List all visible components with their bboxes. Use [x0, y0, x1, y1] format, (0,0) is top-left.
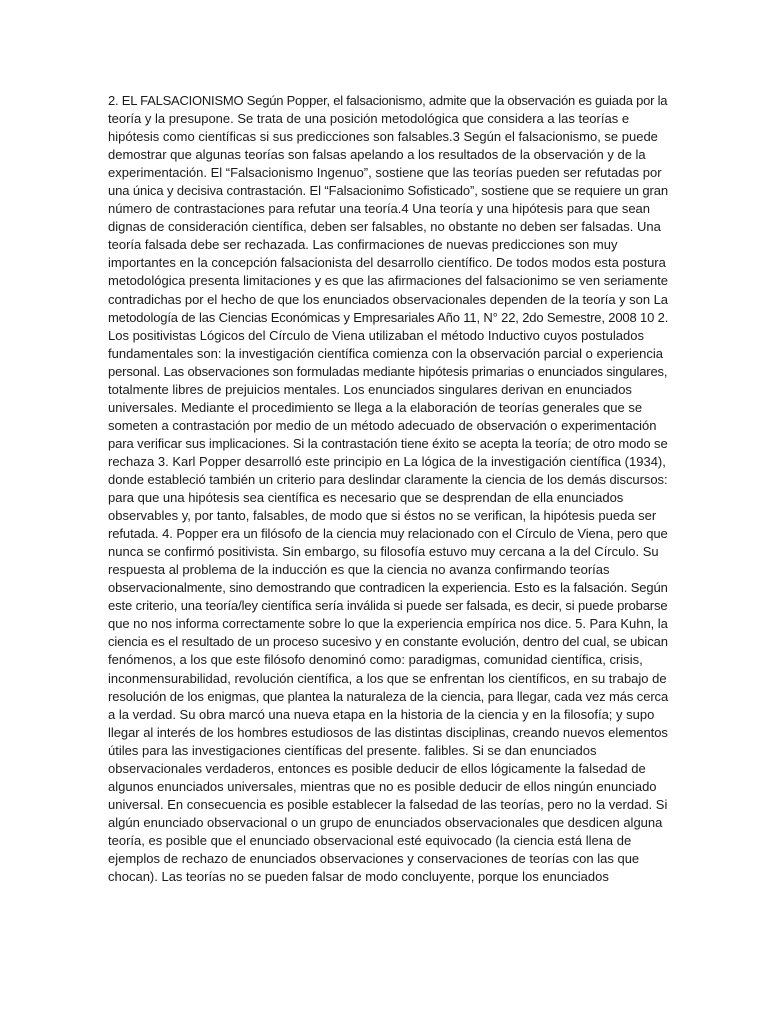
text-line: útiles para las investigaciones científicas del presente. falibles. Si se dan enunciados [108, 742, 597, 758]
text-line: contradichas por el hecho de que los enunciados observacionales dependen de la teoría y son La [108, 291, 668, 307]
text-line: para verificar sus implicaciones. Si la contrastación tiene éxito se acepta la teoría; de otro modo se [108, 435, 668, 451]
text-line: universal. En consecuencia es posible establecer la falsedad de las teorías, pero no la verdad. Si [108, 796, 668, 812]
text-line: una única y decisiva contrastación. El “Falsacionimo Sofisticado”, sostiene que se requiere un gran [108, 183, 669, 199]
text-line: nunca se confirmó positivista. Sin embargo, su filosofía estuvo muy cercana a la del Círculo. Su [108, 544, 659, 560]
text-line: metodológica presenta limitaciones y es que las afirmaciones del falsacionimo se ven seriamente [108, 273, 669, 289]
text-line: metodología de las Ciencias Económicas y Empresariales Año 11, N° 22, 2do Semestre, 2008 10 2. [108, 309, 669, 325]
text-line: experimentación. El “Falsacionismo Ingenuo”, sostiene que las teorías pueden ser refutadas por [108, 165, 662, 181]
text-line: donde estableció también un criterio para deslindar claramente la ciencia de los demás discursos: [108, 471, 668, 487]
text-line: universales. Mediante el procedimiento se llega a la elaboración de teorías generales que se [108, 399, 643, 415]
text-line: número de contrastaciones para refutar una teoría.4 Una teoría y una hipótesis para que sean [108, 201, 651, 217]
text-line: dignas de consideración científica, deben ser falsables, no obstante no deben ser falsadas. Una [108, 219, 661, 235]
text-line: que no nos informa correctamente sobre lo que la experiencia empírica nos dice. 5. Para Kuhn, la [108, 616, 668, 632]
text-line: respuesta al problema de la inducción es que la ciencia no avanza confirmando teorías [108, 562, 610, 578]
text-line: teoría, es posible que el enunciado observacional esté equivocado (la ciencia está llena de [108, 832, 632, 848]
text-line: personal. Las observaciones son formuladas mediante hipótesis primarias o enunciados singulares, [108, 363, 668, 379]
text-line: ciencia es el resultado de un proceso sucesivo y en constante evolución, dentro del cual, se ubican [108, 634, 668, 650]
text-line: observacionalmente, sino demostrando que contradicen la experiencia. Esto es la falsación. Según [108, 580, 668, 596]
text-line: ejemplos de rechazo de enunciados observaciones y conservaciones de teorías con las que [108, 850, 640, 866]
text-line: algunos enunciados universales, mientras que no es posible deducir de ellos ningún enunciado [108, 778, 657, 794]
text-line: a la verdad. Su obra marcó una nueva etapa en la historia de la ciencia y en la filosofía; y supo [108, 706, 655, 722]
text-line: chocan). Las teorías no se pueden falsar de modo concluyente, porque los enunciados [108, 869, 609, 885]
text-line: hipótesis como científicas si sus predicciones son falsables.3 Según el falsacionismo, se puede [108, 129, 658, 145]
text-line: llegar al interés de los hombres estudiosos de las distintas disciplinas, creando nuevos elementos [108, 724, 668, 740]
text-line: Los positivistas Lógicos del Círculo de Viena utilizaban el método Inductivo cuyos postulados [108, 327, 644, 343]
text-line: refutada. 4. Popper era un filósofo de la ciencia muy relacionado con el Círculo de Viena, pero que [108, 526, 668, 542]
text-line: rechaza 3. Karl Popper desarrolló este principio en La lógica de la investigación científica (1934), [108, 453, 666, 469]
text-line: observacionales verdaderos, entonces es posible deducir de ellos lógicamente la falsedad de [108, 760, 646, 776]
text-line: algún enunciado observacional o un grupo de enunciados observacionales que desdicen alguna [108, 814, 663, 830]
body-text [108, 92, 668, 886]
text-line: totalmente libres de prejuicios mentales. Los enunciados singulares derivan en enunciados [108, 381, 632, 397]
text-line: someten a contrastación por medio de un método adecuado de observación o experimentación [108, 417, 657, 433]
text-line: demostrar que algunas teorías son falsas apelando a los resultados de la observación y de la [108, 147, 646, 163]
text-line: 2. EL FALSACIONISMO Según Popper, el falsacionismo, admite que la observación es guiada por la [108, 93, 668, 108]
text-line: fundamentales son: la investigación científica comienza con la observación parcial o experiencia [108, 345, 663, 361]
text-line: observables y, por tanto, falsables, de modo que si éstos no se verifican, la hipótesis pueda ser [108, 508, 657, 524]
text-line: inconmensurabilidad, revolución científica, a los que se enfrentan los científicos, en su trabajo de [108, 670, 667, 686]
text-line: fenómenos, a los que este filósofo denominó como: paradigmas, comunidad científica, crisis, [108, 652, 643, 668]
text-line: teoría falsada debe ser rechazada. Las confirmaciones de nuevas predicciones son muy [108, 237, 618, 253]
text-line: este criterio, una teoría/ley científica sería inválida si puede ser falsada, es decir, si puede probarse [108, 598, 668, 614]
text-line: para que una hipótesis sea científica es necesario que se desprendan de ella enunciados [108, 490, 624, 506]
text-line: resolución de los enigmas, que plantea la naturaleza de la ciencia, para llegar, cada vez más cerca [108, 688, 669, 704]
text-line: importantes en la concepción falsacionista del desarrollo científico. De todos modos esta postura [108, 255, 666, 271]
text-line: teoría y la presupone. Se trata de una posición metodológica que considera a las teorías e [108, 111, 630, 127]
